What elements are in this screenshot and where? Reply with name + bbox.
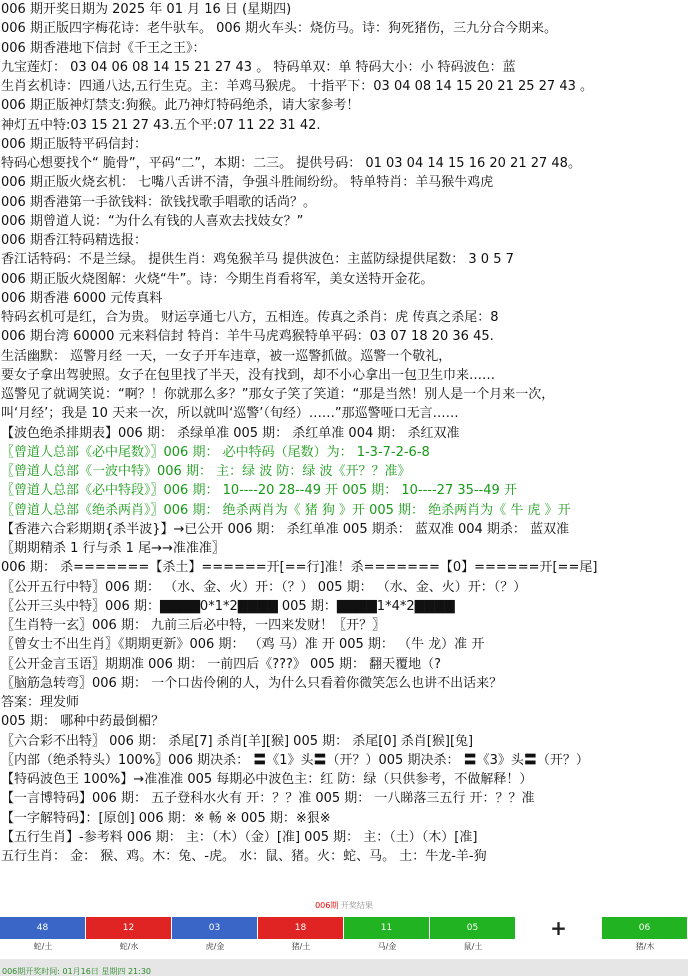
text-line: 【香港六合彩期期{杀半波}】→已公开 006 期： 杀红单准 005 期杀： 蓝双准 004 期杀： 蓝双准 [1,521,570,537]
text-line: 生肖玄机诗：四通八达,五行生克。主：羊鸡马猴虎。 十指平下：03 04 08 14 15 20 21 25 27 43 。 [1,79,594,94]
text-line: 〖曾女士不出生肖〗《期期更新》006 期： （鸡 马）准 开 005 期： （牛 龙）准 开 [1,637,485,653]
text-line: 006 期正版火烧玄机： 七嘴八舌讲不清，争强斗胜闹纷纷。 特单特肖：羊马猴牛鸡虎 [1,175,494,191]
results-title-period: 006期 [315,901,339,910]
result-ball-label: 猪/木 [635,942,655,951]
result-ball: 48 [0,917,86,939]
text-line: 006 期正版特平码信封： [1,136,147,152]
text-line: 巡警见了就调笑说：“啊？！你就那么多？”那女子笑了笑道：“那是当然！别人是一个月来一次， [1,387,555,402]
results-title [0,899,688,912]
result-ball: 12 [86,917,172,939]
text-line: 〖生肖特一玄〗006 期： 九前三后必中特，一四来发财！〖开？〗 [1,618,386,633]
text-line: 006 期正版神灯禁支:狗猴。此乃神灯特码绝杀，请大家参考！ [1,98,360,114]
result-ball: 11 [344,917,430,939]
text-line: 006 期香港 6000 元传真料 [1,290,163,306]
text-line: 【特码波色王 100%】→准准准 005 每期必中波色主：红 防：绿（只供参考，不做解释！） [1,772,533,787]
result-ball: 03 [172,917,258,939]
text-line: 006 期香江特码精选报： [1,233,147,248]
results-balls-row [0,917,688,939]
text-line: 006 期香港第一手欲钱料：欲钱找歌手唱歌的话尚？。 [1,194,316,210]
text-line: 〖公开五行中特〗006 期： （水、金、火）开：（？） 005 期： （水、金、火）开：（？） [1,579,527,595]
text-line: 006 期正版火烧图解：火烧“牛”。诗：今期生肖看将军，美女送特开金花。 [1,271,434,287]
result-ball-label: 马/金 [377,942,397,951]
result-ball: 18 [258,917,344,939]
result-ball-label: 蛇/土 [33,942,53,951]
text-line: 香江话特码：不是兰绿。 提供生肖：鸡兔猴羊马 提供波色：主蓝防绿提供尾数： 3 0 5 7 [1,252,514,268]
text-line: 神灯五中特:03 15 21 27 43.五个平:07 11 22 31 42. [1,117,321,133]
text-line: 五行生肖： 金： 猴、鸡。木：兔、-虎。 水：鼠、猪。火：蛇、马。 土：牛龙-羊-狗 [1,849,487,864]
result-ball: 06 [602,917,688,939]
text-line: 〖曾道人总部《必中尾数》〗006 期： 必中特码（尾数）为： 1-3-7-2-6-8 [1,444,430,460]
result-ball-label: 鼠/土 [463,942,483,951]
text-line: 〖内部（绝杀特头）100%〗006 期决杀： 〓《1》头〓（开？）005 期决杀： 〓《3》头〓（开？） [1,752,589,768]
text-line: 叫‘月经’；我是 10 天来一次，所以就叫‘巡警’（旬经）……”那巡警哑口无言…… [1,406,459,422]
result-ball: 05 [430,917,516,939]
results-labels-row [0,939,688,955]
text-line: 答案：理发师 [1,695,80,710]
text-line: 006 期正版四字梅花诗：老牛驮车。 006 期火车头：烧仿马。诗：狗死猪伤，三九分合今期来。 [1,21,558,37]
text-line: 【一言博特码】006 期： 五子登科水火有 开：？？准 005 期： 一八睇落三五行 开：？？准 [1,791,535,807]
text-line: 006 期开奖日期为 2025 年 01 月 16 日 (星期四) [1,2,292,17]
text-line: 〖期期精杀 1 行与杀 1 尾→→准准准〗 [1,541,225,556]
text-line: 〖六合彩不出特〗 006 期： 杀尾[7] 杀肖[羊][猴] 005 期： 杀尾[0] 杀肖[猴][兔] [1,733,474,749]
plus-separator: + [516,917,602,939]
text-line: 九宝莲灯： 03 04 06 08 14 15 21 27 43 。 特码单双：单 特码大小：小 特码波色：蓝 [1,59,516,75]
text-line: 006 期曾道人说：“为什么有钱的人喜欢去找妓女？” [1,213,304,229]
text-line: 要女子拿出驾驶照。女子在包里找了半天，没有找到，却不小心拿出一包卫生巾来…… [1,367,496,383]
text-line: 006 期香港地下信封《千王之王》： [1,40,206,56]
next-draw-bar [0,959,688,976]
result-ball-label: 虎/金 [205,942,225,951]
text-line: 【波色绝杀排期表】006 期： 杀绿单准 005 期： 杀红单准 004 期： 杀红双准 [1,425,460,441]
text-line: 〖曾道人总部《必中特段》〗006 期： 10----20 28--49 开 005 期： 10----27 35--49 开 [1,483,517,499]
text-line: 【五行生肖】-参考料 006 期： 主：（木）（金）[准] 005 期： 主：（土）（木）[准] [1,829,478,845]
next-draw-time: 006期开奖时间: 01月16日 星期四 21:30 [2,967,152,976]
text-line: 〖曾道人总部《一波中特》006 期： 主：绿 波 防：绿 波《开？？准》 [1,464,411,479]
results-title-text: 开奖结果 [338,901,373,910]
result-ball-label [516,939,602,955]
text-line: 【一字解特码】：[原创] 006 期：※ 畅 ※ 005 期：※狠※ [1,810,331,826]
text-line: 生活幽默： 巡警月经 一天，一女子开车违章，被一巡警抓做。巡警一个敬礼， [1,348,452,364]
result-ball-label: 猪/土 [291,942,311,951]
text-line: 〖公开三头中特〗006 期：▇▇▇▇0*1*2▇▇▇▇ 005 期：▇▇▇▇1*4*2▇▇▇▇ [1,598,455,614]
text-line: 006 期台湾 60000 元来料信封 特肖：羊牛马虎鸡猴特单平码：03 07 18 20 36 45. [1,329,494,345]
text-line: 〖脑筋急转弯〗006 期： 一个口齿伶俐的人，为什么只看着你微笑怎么也讲不出话来？ [1,675,503,691]
result-ball-label: 蛇/水 [119,942,139,951]
text-line: 〖公开金言玉语〗期期准 006 期： 一前四后《???》 005 期： 翻天覆地（? [1,656,442,672]
text-line: 006 期： 杀=======【杀土】======开[==行]准！杀=======【0】======开[==尾] [1,560,598,576]
text-line: 特码心想要找个“ 脆骨”，平码“二”，本期：二三。 提供号码： 01 03 04 14 15 16 20 21 27 48。 [1,156,581,171]
text-line: 特码玄机可是红，合为贵。 财运享通七八方，五相连。传真之杀肖：虎 传真之杀尾：8 [1,310,499,325]
text-line: 〖曾道人总部《绝杀两肖》〗006 期： 绝杀两肖为《 猪 狗 》开 005 期： 绝杀两肖为《 牛 虎 》开 [1,502,571,518]
text-line: 005 期： 哪种中药最倒楣？ [1,714,165,730]
